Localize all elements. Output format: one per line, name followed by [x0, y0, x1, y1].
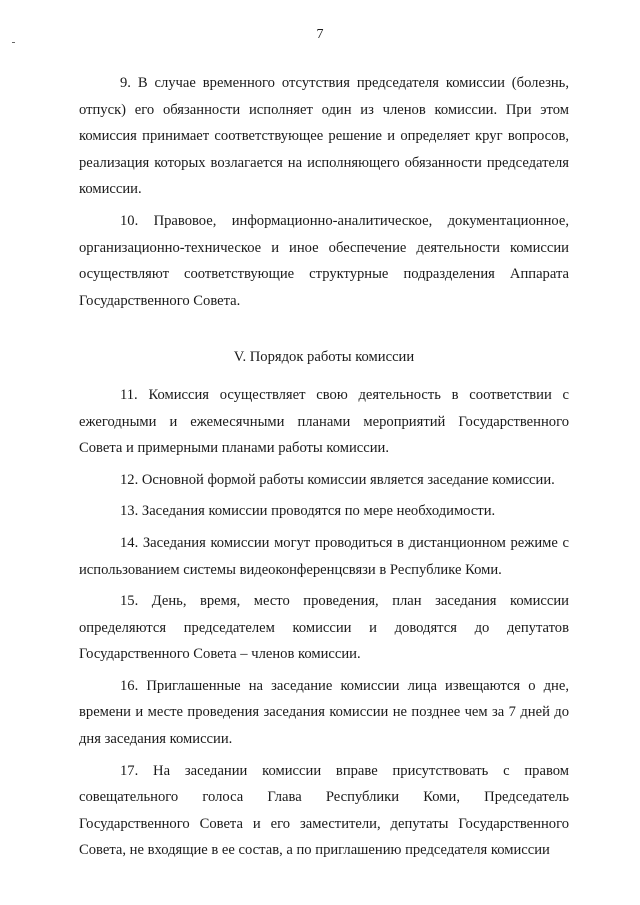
paragraph-15: 15. День, время, место проведения, план заседания комиссии определяются председателем комиссии и доводятся до депутатов Государственного Совета – членов комиссии. [79, 593, 569, 663]
section-title: V. Порядок работы комиссии [233, 349, 415, 366]
paragraph-12: 12. Основной формой работы комиссии является заседание комиссии. [120, 471, 555, 488]
paragraph-10: 10. Правовое, информационно-аналитическое, документационное, организационно-техническое и иное обеспечение деятельности комиссии осуществляют соответствующие структурные подразделения Аппарата Государственного Совета. [79, 212, 569, 309]
paragraph-16: 16. Приглашенные на заседание комиссии лица извещаются о дне, времени и месте проведения заседания комиссии не позднее чем за 7 дней до дня заседания комиссии. [79, 677, 569, 748]
paragraph-17: 17. На заседании комиссии вправе присутствовать с правом совещательного голоса Глава Республики Коми, Председатель Государственного Совета и его заместители, депутаты Государственного Совета, не входящие в ее состав, а по приглашению председателя комиссии [79, 762, 569, 859]
paragraph-13: 13. Заседания комиссии проводятся по мере необходимости. [120, 503, 496, 520]
paragraph-9: 9. В случае временного отсутствия председателя комиссии (болезнь, отпуск) его обязанности исполняет один из членов комиссии. При этом комиссия принимает соответствующее решение и определяет круг вопросов, реализация которых возлагается на исполняющего обязанности председателя комиссии. [79, 75, 569, 198]
paragraph-14: 14. Заседания комиссии могут проводиться в дистанционном режиме с использованием системы видеоконференцсвязи в Республике Коми. [79, 534, 569, 578]
document-body [79, 70, 569, 864]
paragraph-11: 11. Комиссия осуществляет свою деятельность в соответствии с ежегодными и ежемесячными планами мероприятий Государственного Совета и примерными планами работы комиссии. [79, 386, 569, 457]
scan-artifact [12, 42, 15, 43]
page-number: 7 [316, 27, 324, 42]
